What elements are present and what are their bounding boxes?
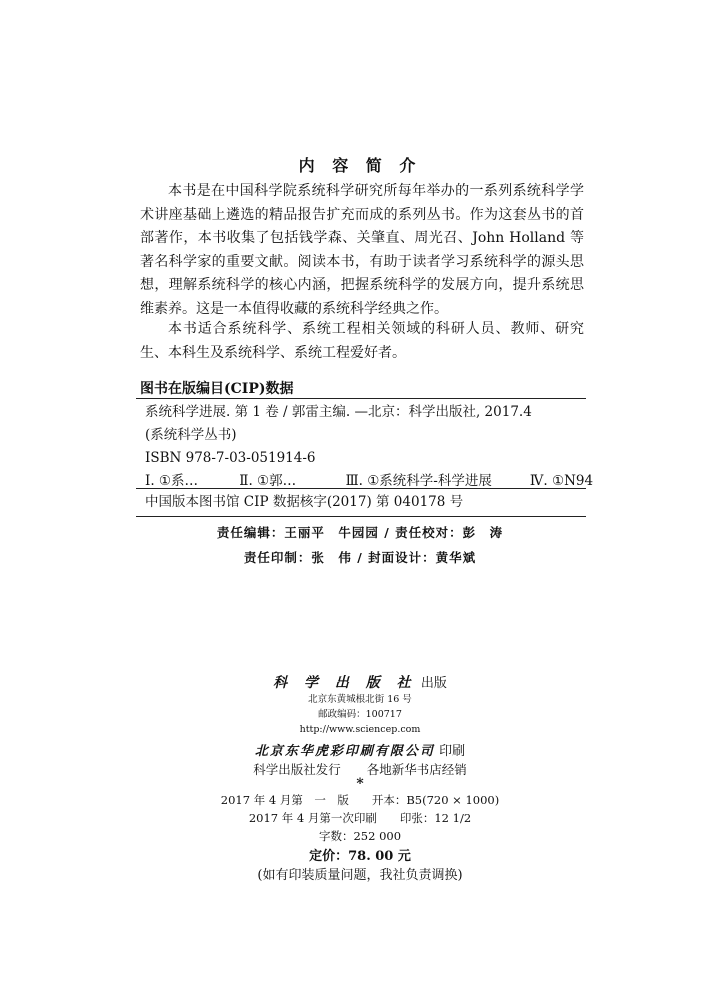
- cip-series: (系统科学丛书): [145, 427, 237, 443]
- cip-class-3: Ⅲ. ①系统科学-科学进展: [345, 473, 492, 489]
- edition-line-1: 2017 年 4 月第 一 版 开本：B5(720 × 1000): [220, 793, 500, 807]
- cip-record: 中国版本图书馆 CIP 数据核字(2017) 第 040178 号: [145, 494, 464, 510]
- credits-line-1: 责任编辑：王丽平 牛园园 / 责任校对：彭 涛: [216, 525, 504, 540]
- distribution-seller: 各地新华书店经销: [366, 762, 467, 777]
- edition-block: [0, 791, 720, 845]
- cip-isbn: ISBN 978-7-03-051914-6: [145, 450, 316, 466]
- cip-classification: [145, 470, 594, 493]
- cip-top-rule: [136, 398, 586, 399]
- publisher-block: [0, 672, 720, 737]
- cip-bottom-rule: [136, 516, 586, 517]
- cip-body: [145, 401, 594, 493]
- publisher-logo: 科 学 出 版 社: [273, 675, 417, 691]
- printer-name: 北京东华虎彩印刷有限公司: [254, 744, 435, 759]
- cip-class-2: Ⅱ. ①郭…: [239, 473, 297, 489]
- edition-wordcount: 字数：252 000: [318, 829, 402, 843]
- summary-paragraph-1: [140, 180, 584, 321]
- separator-star: *: [356, 776, 364, 792]
- cip-record-block: [145, 491, 585, 514]
- publisher-suffix: 出版: [420, 676, 447, 691]
- edition-price: 定价：78. 00 元: [309, 849, 411, 864]
- publisher-website: http://www.sciencep.com: [299, 724, 421, 735]
- printer-suffix: 印刷: [439, 744, 466, 759]
- cip-title-line: 系统科学进展. 第 1 卷 / 郭雷主编. —北京：科学出版社, 2017.4: [145, 404, 532, 420]
- cip-class-1: Ⅰ. ①系…: [145, 473, 199, 489]
- edition-notice: (如有印装质量问题，我社负责调换): [257, 868, 463, 883]
- cip-middle-rule: [136, 488, 586, 489]
- credits-line-2: 责任印制：张 伟 / 封面设计：黄华斌: [243, 550, 477, 565]
- summary-text-2: 本书适合系统科学、系统工程相关领域的科研人员、教师、研究生、本科生及系统科学、系统工程爱好者。: [140, 321, 584, 361]
- edition-line-2: 2017 年 4 月第一次印刷 印张：12 1/2: [248, 811, 472, 825]
- printer-block: [0, 740, 720, 759]
- publisher-address: 北京东黄城根北街 16 号: [308, 694, 412, 705]
- distribution-issuer: 科学出版社发行: [253, 762, 341, 777]
- credits: [0, 520, 720, 570]
- publisher-postcode: 邮政编码：100717: [318, 709, 402, 720]
- cip-class-4: Ⅳ. ①N94: [529, 473, 594, 489]
- summary-paragraph-2: [140, 318, 584, 365]
- summary-text-1: 本书是在中国科学院系统科学研究所每年举办的一系列系统科学学术讲座基础上遴选的精品报告扩充而成的系列丛书。作为这套丛书的首部著作，本书收集了包括钱学森、关肇直、周光召、John Holland 等著名科学家的重要文献。阅读本书，有助于读者学习系统科学的源头思想，理解系统科学的核心内涵，把握系统科学的发展方向，提升系统思维素养。这是一本值得收藏的系统科学经典之作。: [140, 183, 584, 317]
- cip-header: 图书在版编目(CIP)数据: [140, 381, 294, 397]
- summary-title: 内 容 简 介: [298, 156, 422, 175]
